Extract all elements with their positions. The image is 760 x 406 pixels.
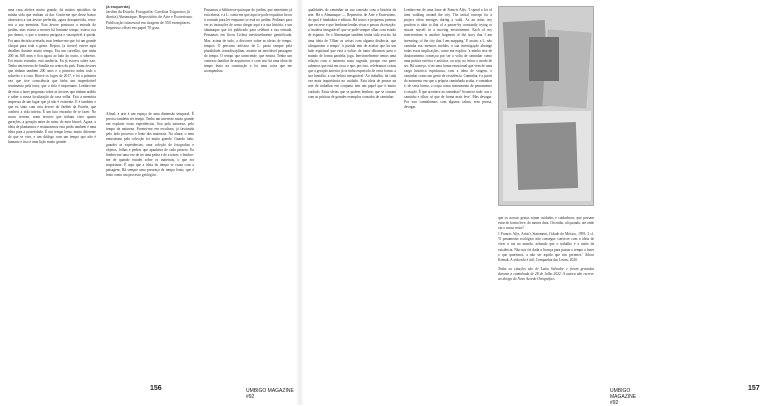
- author-note: Todas as citações são de Luísa Salvador e foram gravadas durante a caminhada de 28 de Julho 2022. A autora não escreve ao abrigo do Novo Acordo Ortográfico.: [498, 266, 594, 282]
- caption-body: Jardim da Estrela. Fotografia: Carolina Trigueiros (à direita) Almanaque. Repositório de Arte e Esoterismo. Publicação trimestral em tiragem de 350 exemplares. Impresso offset em papel 70 gsm.: [106, 9, 193, 30]
- right-column-2-text: Lembro-me de uma frase de Francis Alÿs. 'I spend a lot of time walking around the city. The initial concept for a project often emerges during a walk. As an artist, my position is akin to that of a passer-by constantly trying to situate myself in a moving environment. Each of my interventions is another fragment of the story that I am inventing, of the city that I am mapping.' E assim, a L. não caminha nos mesmos moldes, a sua investigação abrange todas essas implicações, como me explica: 'a minha tese de doutoramento começou por ser a volta de caminhar como uma prática estética e artística, ou seja, no início o modo de ser. Há começo, a ser uma forma emocional que vem de uma carga histórica espirituosa, com a ideia de viagem, o caminhar como um gesto de resistência. Caminhar é a partir do momento em que a própria caminhada acaba, e caminhar é, de certa forma, o corpo como instrumento de pensamento e criação. É que acontece ao caminhar? Acontece tudo: sou o caminho e olhar, só que de forma mais leve.' Mas devagar. Por isso caminhamos com alguma calma, sem pressa, devagar.: [404, 8, 492, 109]
- left-column-2: [106, 112, 194, 380]
- photo-figure: [529, 37, 559, 81]
- publication-photo: [498, 6, 594, 206]
- right-column-2: [404, 8, 492, 380]
- right-column-1: [308, 8, 396, 380]
- left-column-3: [204, 8, 292, 380]
- photo-cover: [516, 122, 578, 190]
- page-number-left: 156: [150, 385, 162, 392]
- magazine-label-right: UMBIGO MAGAZINE #92: [610, 388, 637, 406]
- left-column-2-text: Afinal, a arte é um espaço de uma dimensão temporal. É preciso também ser tempo. Tenho um interesse muito grande em explorar essas experiências. Sou pela natureza, pelo tempo da natureza. Formei-me em escultura, já fascinada pelo lado processo e lento dos materiais. Na altura, o meu entusiasmo pela colecção foi muito grande. Guardo tudo, guardei as experiências, uma coleção de fotografias e objetos, folhas e pedras que apanhava de cada passeio. Eu lembro-me uma vez de ter uma pedra e de a trazer, e lembro-me de quando estudei sobre os materiais, o que era importante. É aqui que a ideia do tempo se cruza com a paisagem. Há sempre uma presença de tempo lento, que é lento como um processo geológico.: [106, 112, 194, 178]
- image-caption: [106, 4, 194, 30]
- left-column-1: [8, 8, 96, 380]
- left-column-1-text: uma casa afetiva muito grande, há muitos episódios da minha vida que vinham cá dar. Conta-me que desse banco observava a sua árvore preferida, agora desaparecida, resta-nos a sua memória. Esta árvore pontuava a entrada do jardim, mas estava a morrer há bastante tempo, estava oca por dentro, o que a tornava perigosa e susceptível à queda. Foi uma decisão acertada, mas lembro-me que foi um grande choque para toda a gente. Depois, [a árvore] esteve aqui detalhes durante muito tempo. Era um carvalho, que tinha 200 ou 300 anos e fica agora ao lado do outro, o sobreiro. Foi muito estranha, esta ausência. Eu já escrevi sobre isso. Tenho um terreno de família no centro do país. Eram árvores que tinham também 200 anos e o primeiro ardeu todo o sobreiro e a casa. Houve os fogos de 2017, e foi a primeira vez que tive consciência que tinha um imperdoável sentimento pela terra, que o sítio é importante. Lembro-me de estar a fazer perguntas sobre as árvores que tinham ardido e saber a nossa localização da casa velha. Fica a memória impressa de um lugar que já não é existente. E é também o que eu sinto com esta árvore do Jardim da Estrela, que conheci a vida inteira. É um luto estranho de se fazer. No nosso terreno, eram árvores que tinham visto quatro gerações, a geração antes de mim, do meu bisavô. Agora, a ideia de plantarmos e restaurarmos esta perda também é uma ideia para a posteridade. É um tempo lento, muito diferente do que se vive, e um diálogo com um tempo que não é humano e isso é uma lição muito grande.: [8, 8, 96, 145]
- right-column-1-text: qualidades do caminhar na sua conexão com a história da arte. Há o Almanaque — Repertório de Arte e Esoterismo, do qual é fundadora e editora. Há textos e pequenos poemas que escreve e que lembram lendas vivas e passos da estação: a 'matéria inesgotável' que se pode sempre olhar com estado de espanto. Se o Almanaque também tenha sido escrito, há uma ideia de 'Olhar as coisas com alguma distância, que ultrapassem o tempo', à partida tem de aceitar que há um lado espiritual que está a voltar, de tanto olharmos para o mundo de forma paralela, joga. Inevitavelmente temos uma relação com a natureza mais sagrada, porque em parte sabemos que está em risco e que, por isso, celebramos coisas que a geração anterior já se tinha esquecido de certa forma: a sua lentidão, a sua beleza inesgotável. Ao trabalho, há cada vez mais importância no cuidado. Esta ideia de pensar na arte de trabalhar em conjunto tem um papel que é muito cuidado. Estas ideias que se podem lembrar, que se cruzam com as práticas de grandes exemplos cruzados de caminhar.: [308, 8, 396, 99]
- right-page: [300, 0, 760, 406]
- right-column-3: [498, 216, 594, 380]
- caption-title: (à esquerda): [106, 4, 130, 9]
- left-column-3-text: Passamos a biblioteca-quiosque do jardim, que entretanto já está aberta, e a L. conta-me que aqui se pode requisitar livros à vontade para ler enquanto se está no jardim. Pedimos para ver as instruções de como chegar aqui e a sua história, e um almanaque que foi publicado para celebrar a sua entrada. Pensamos em livros Lisboa inevitavelmente gentrificada. Mas, acima de tudo, a discorrer sobre as ideias de tempo, tempos. O percurso artístico de L. passa sempre pela pluralidade, transdisciplinar, assente na inevitável passagem do tempo. O tempo que transcende, que ensina. Tenho um contexto familiar de arquitectos e com isso há uma ideia de tempo lento na construção e foi uma coisa que me acompanhou.: [204, 8, 292, 74]
- left-page: [0, 0, 300, 405]
- footnotes: 1 Francis Alÿs, Artist's Statement, Cidade do México, 1993. 2 cf. 'O penamento ecológico não consegue conviver com a ideia de viver à toa no mundo, achando que o trabalho é a razão da existência. Não nos foi dada a licença para passar o tempo a fazer o que queremos, a não ser aquilo que nos pertence.' Ailton Krenak, A vida não é útil, Companhia das Letras, 2020.: [498, 232, 594, 262]
- right-column-3-text: que os nossos gestos sejam cuidados e cuidadosos, que possam estar de forma leve, do menos dura. Ou então, ali quando, até onde vai o nosso rosto?: [498, 216, 594, 231]
- page-number-right: 157: [748, 385, 760, 392]
- magazine-label-left: UMBIGO MAGAZINE #92: [246, 388, 294, 400]
